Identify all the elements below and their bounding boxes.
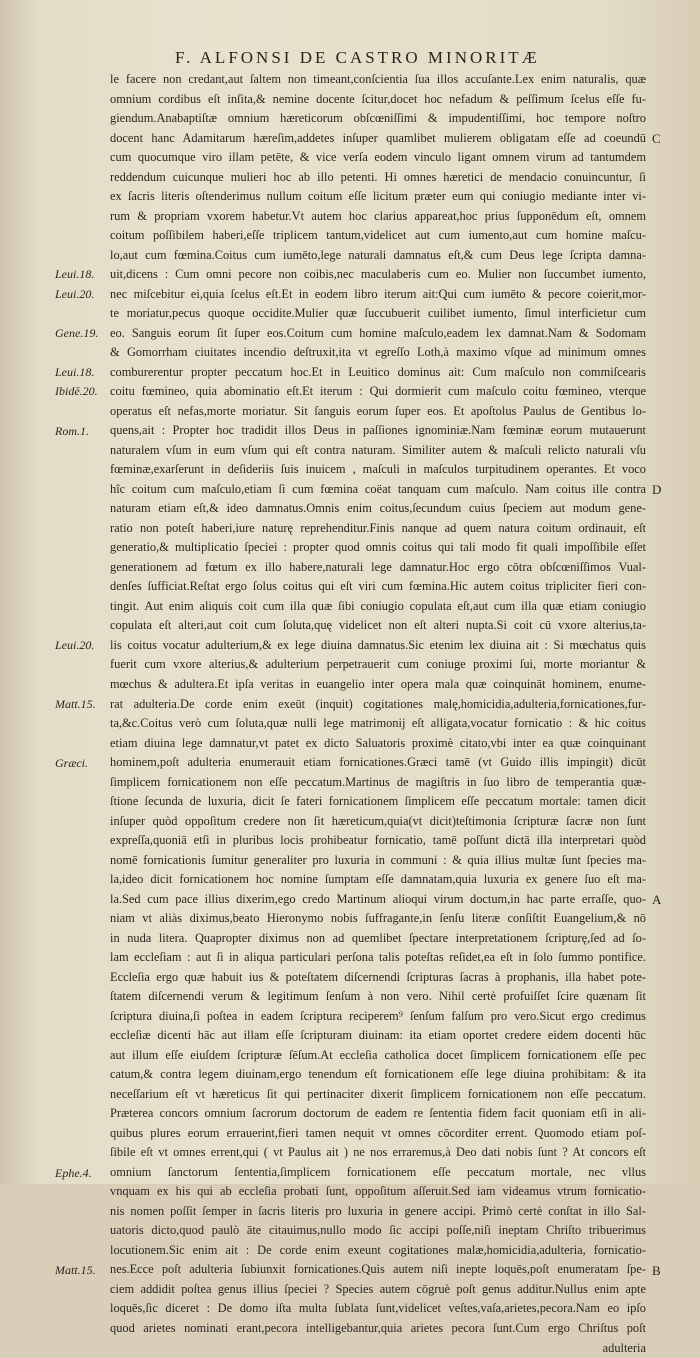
text-line: nec miſcebitur ei,quia ſcelus eſt.Et in eodem libro iterum ait:Qui cum iumēto & pecore coierit,mor- (110, 286, 646, 301)
text-line: rat adulteria.De corde enim exeūt (inquit) cogitationes malę,homicidia,adulteria,fornicationes,fur- (110, 696, 646, 711)
body-text (110, 70, 646, 1358)
text-line: ſcriptura diuina,ſi poſtea in eadem ſcriptura reciperem⁹ ſenſum falſum pro vero.Sicut ergo credimus (110, 1008, 646, 1023)
text-line: comburerentur propter peccatum hoc.Et in Leuitico dominus ait: Cum maſculo non commiſcearis (110, 364, 646, 379)
text-line: eo. Sanguis eorum ſit ſuper eos.Coitum cum homine maſculo,eadem lex damnat.Nam & Sodomam (110, 325, 646, 340)
text-line: eccleſiæ dicenti hāc aut illam eſſe ſcripturam diuinam: ita etiam oportet credere eidem docenti hūc (110, 1028, 646, 1043)
text-line: locutionem.Sic enim ait : De corde enim exeunt cogitationes malæ,homicidia,adulteria, fornicatio- (110, 1242, 646, 1257)
text-line: etiam diuina lege damnatur,vt patet ex dicto Saluatoris proximè citato,vbi inter ea quæ coinquinant (110, 735, 646, 750)
margin-citation: Leui.20. (55, 286, 95, 301)
text-line: ſtione ſecunda de luxuria, dicit ſe fateri fornicationem ſimplicem eſſe peccatum mortale: tamen dicit (110, 794, 646, 809)
text-line: mœchus & adultera.Et ipſa veritas in euangelio inter opera mala quæ coinquināt hominem, enume- (110, 676, 646, 691)
text-line: omnium ſanctorum ſententia,ſimplicem fornicationem eſſe peccatum mortale, nec vllus (110, 1164, 646, 1179)
margin-citation: Leui.18. (55, 267, 95, 282)
text-line: lo,aut cum fœmina.Coitus cum iumēto,lege naturali damnatus eſt,& cum Deus lege ſcripta damna- (110, 247, 646, 262)
section-letter: B (652, 1263, 661, 1279)
text-line: ciem addidit poſtea genus illius ſpeciei ? Species autem cōgruè poſt genus additur.Nullus enim apte (110, 1281, 646, 1296)
text-line: generatio,& multiplicatio ſpeciei : propter quod omnis coitus qui tali modo fit quali impoſſibile eſſet (110, 540, 646, 555)
text-line: ratio non poteſt haberi,iure naturę reprehenditur.Finis nanque ad quem natura coitum ordinauit, eſt (110, 520, 646, 535)
section-letter: A (652, 892, 662, 908)
text-line: quibus plures eorum errauerint,fieri tamen nequit vt omnes cōcorditer errent. Quomodo etiam poſ- (110, 1125, 646, 1140)
text-line: quens,ait : Propter hoc tradidit illos Deus in paſſiones ignominiæ.Nam fœminæ eorum mutauerunt (110, 423, 646, 438)
text-line: la,ideo dicit fornicationem hoc nomine ſumptam eſſe damnatam,quia luxuria ex genere ſuo eſt ma- (110, 872, 646, 887)
text-line: giendum.Anabaptiſtæ omnium hæreticorum obſcœniſſimi & impudentiſſimi, hoc tempore noſtro (110, 111, 646, 126)
text-line: lis coitus vocatur adulterium,& ex lege diuina damnatus.Sic etenim lex diuina ait : Si mœchatus quis (110, 637, 646, 652)
text-line: coitu fœmineo, quia abominatio eſt.Et iterum : Qui dormierit cum maſculo coitu fœmineo, vterque (110, 384, 646, 399)
text-line: ſibile eſt vt omnes errent,qui ( vt Paulus ait ) ne nos erraremus,à Deo dati nobis ſunt ? At concors eſt (110, 1145, 646, 1160)
text-line: copulata eſt alteri,aut coit cum ſoluta,quę videlicet non eſt alteri nupta.Si coit cū vxore alterius,ta- (110, 618, 646, 633)
text-line: operatus eſt nefas,morte moriatur. Sit ſanguis eorum ſuper eos. Et apoſtolus Paulus de Gentibus lo- (110, 403, 646, 418)
text-line: ex ſacris literis oſtenderimus nullum coitum eſſe licitum præter eum qui coniugio mediante inter vi- (110, 189, 646, 204)
text-line: generationem ad fœtum ex illo habere,naturali lege damnatur.Hoc ergo cōtra obſcœniſſimos Vual- (110, 559, 646, 574)
text-line: hominem,poſt adulteria enumerauit etiam fornicationes.Græci tamē (vt Guido illis impingit) dicūt (110, 755, 646, 770)
text-line: expreſſa,quoniā etſi in pluribus locis prohibeatur fornicatio, tamē poſſunt dictā illa interpretari quòd (110, 833, 646, 848)
margin-citation: Leui.20. (55, 638, 95, 653)
text-line: coitum poſſibilem haberi,eſſe triplicem tantum,videlicet aut cum iumento,aut cum homine maſcu- (110, 228, 646, 243)
running-header: F. ALFONSI DE CASTRO MINORITÆ (175, 48, 540, 67)
margin-citation: Gene.19. (55, 325, 99, 340)
text-line: nis nomen poſſit ſemper in ſacris literis pro luxuria in genere accipi. Primò certè conſtat in illo Sal- (110, 1203, 646, 1218)
text-line: nomē fornicationis ſumitur generaliter pro luxuria in communi : & quia illius multæ ſunt ſpecies ma- (110, 852, 646, 867)
margin-citation: Ibidē.20. (55, 384, 98, 399)
text-line: le facere non credant,aut ſaltem non timeant,conſcientia ſua illos accuſante.Lex enim naturalis, quæ (110, 72, 646, 86)
text-line: reddendum cuicunque mulieri hoc ab illo petenti. Hi omnes hæretici de mendacio conuincuntur, ſi (110, 169, 646, 184)
margin-citation: Matt.15. (55, 696, 96, 711)
text-line: aut illum eſſe eiuſdem ſcripturæ ſēſum.At eccleſia catholica docet ſimplicem fornicationem eſſe pec (110, 1047, 646, 1062)
text-line: in nuda litera. Quapropter diximus non ad quemlibet ſpectare interpretationem ſcripturę,ſed ad ſo- (110, 930, 646, 945)
text-line: omnium cordibus eſt inſita,& nemine docente ſcitur,docet hoc nefadum & peſſimum ſcelus eſſe fu- (110, 91, 646, 106)
text-line: niam vt aliàs diximus,beato Hieronymo nobis ſuffragante,in ſenſu literæ conſiſtit Euangelium,& nō (110, 911, 646, 926)
margin-citation: Leui.18. (55, 364, 95, 379)
text-line: hîc coitum cum maſculo,etiam ſi cum fœmina coëat tanquam cum maſculo. Nam coitus ille contra (110, 481, 646, 496)
text-line: ſtatem diſcernendi verum & legitimum ſenſum à non vero. Nihil certè profuiſſet ſcire quænam ſit (110, 989, 646, 1004)
text-line: loquēs,ſic diceret : De domo iſta multa ſublata ſunt,videlicet veſtes,vaſa,arietes,pecora.Nam eo ipſo (110, 1301, 646, 1316)
text-line: la.Sed cum pace illius dixerim,ego credo Martinum alioqui virum doctum,in hac parte erraſſe, quo- (110, 891, 646, 906)
text-line: rum & propriam vxorem habetur.Vt autem hoc clarius appareat,hoc prius ſupponēdum eſt, omnem (110, 208, 646, 223)
margin-citation: Matt.15. (55, 1263, 96, 1278)
text-line: denſes ſufficiat.Reſtat ergo ſolus coitus qui eſt viri cum fœmina.Hic autem coitus tripliciter fieri con- (110, 579, 646, 594)
text-line: naturalem vſum in eum vſum qui eſt contra naturam. Similiter autem & maſculi relicto naturali vſu (110, 442, 646, 457)
section-letter: C (652, 130, 661, 146)
text-line: cum quocumque viro illam petēte, & vice verſa eodem vinculo ligant omnem virum ad tantumdem (110, 150, 646, 165)
margin-citation: Græci. (55, 755, 88, 770)
text-line: ta,&c.Coitus verò cum ſoluta,quæ nulli lege matrimonij eſt alligata,vocatur fornicatio : & hic coitus (110, 716, 646, 731)
margin-citation: Rom.1. (55, 423, 89, 438)
margin-citation: Ephe.4. (55, 1165, 92, 1180)
text-line: inſuper quòd oppoſitum credere non ſit hæreticum,quia(vt dicit)teſtimonia ſcripturæ ſacræ non ſunt (110, 813, 646, 828)
text-line: ſimplicem fornicationem non eſſe peccatum.Martinus de magiſtris in ſuo libro de temperantia quæ- (110, 774, 646, 789)
text-line: Eccleſia ergo quæ habuit ius & poteſtatem diſcernendi ſcripturas ſacras à prophanis, illa habet pote- (110, 969, 646, 984)
text-line: fuerit cum vxore alterius,& adulterium perpetrauerit cum coniuge proximi ſui, morte moriantur & (110, 657, 646, 672)
text-line: te moriatur,pecus quoque occidite.Mulier quæ ſuccubuerit cuilibet iumento, ſimul interficietur cum (110, 306, 646, 321)
text-line: neceſſarium eſt vt hæreticus ſit qui pertinaciter dixerit ſimplicem fornicationem non eſſe peccatum. (110, 1086, 646, 1101)
text-line: & Gomorrham ciuitates incendio deſtruxit,ita vt egreſſo Loth,à maximo vſque ad minimum omnes (110, 345, 646, 360)
text-line: adulteria (602, 1340, 646, 1355)
text-line: quod arietes nominati erant,pecora intelligebantur,quia arietes pecora ſunt.Cum ergo Chriſtus poſt (110, 1321, 646, 1335)
text-line: fœminæ,exarſerunt in deſideriis ſuis inuicem , maſculi in maſculos turpitudinem operantes. Et voco (110, 462, 646, 477)
text-line: naturam etiam eſt,& ideo damnatus.Omnis enim coitus,ſecundum cuius ſpeciem aut modum gene- (110, 501, 646, 516)
text-line: tingit. Aut enim aliquis coit cum illa quæ ſibi coniugio copulata eſt,aut cum illa quæ etiam coniugio (110, 598, 646, 613)
section-letter: D (652, 482, 662, 498)
text-line: docent hanc Adamitarum hæreſim,addetes inſuper quamlibet mulierem obligatam eſſe ad coeundū (110, 130, 646, 145)
text-line: lam eccleſiam : aut ſi in aliqua particulari perſona talis poteſtas reſidet,ea eſt in ſolo ſummo pontifice. (110, 950, 646, 965)
text-line: uit,dicens : Cum omni pecore non coibis,nec maculaberis cum eo. Mulier non ſuccumbet iumento, (110, 267, 646, 282)
text-line: nes.Ecce poſt adulteria ſubiunxit fornicationes.Quis autem niſi inepte loquēs,poſt enumeratam ſpe- (110, 1262, 646, 1277)
text-line: uatoris dicto,quod paulò āte citauimus,nullo modo ſic accipi poſſe,niſi ineptam Chriſto tribuerimus (110, 1223, 646, 1238)
text-line: catum,& contra legem diuinam,ergo tenendum eſt fornicationem eſſe lege diuina prohibitam: & ita (110, 1067, 646, 1082)
text-line: vnquam ex his qui ab eccleſia probati ſunt, oppoſitum aſſeruit.Sed iam videamus vtrum fornicatio- (110, 1184, 646, 1199)
text-line: Præterea concors omnium ſacrorum doctorum de eadem re ſententia fidem facit quoniam etſi in ali- (110, 1106, 646, 1121)
